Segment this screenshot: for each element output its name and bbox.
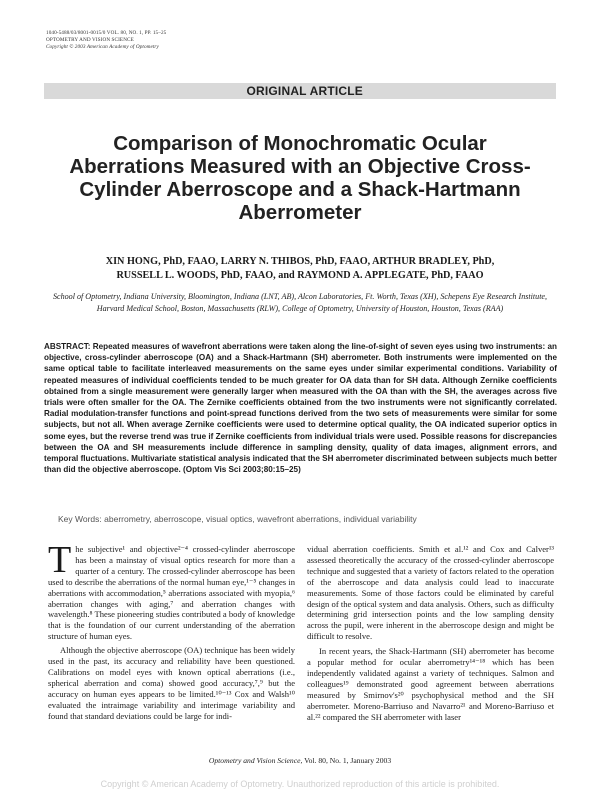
footer-journal: Optometry and Vision Science, bbox=[208, 756, 303, 765]
copyright-notice: Copyright © American Academy of Optometry. Unauthorized reproduction of this article is prohibited. bbox=[100, 779, 500, 789]
article-title: Comparison of Monochromatic Ocular Aberrations Measured with an Objective Cross-Cylinder Aberroscope and a Shack-Hartmann Aberrometer bbox=[69, 132, 531, 224]
paragraph: vidual aberration coefficients. Smith et al.¹² and Cox and Calver¹³ assessed theoretically the accuracy of the crossed-cylinder aberroscope technique and suggested that a variety of factors related to the operation of the aberroscope and data analysis could lead to inaccurate measurements. Some of those factors could be eliminated by careful design of the optical system and data analysis. Others, such as difficulty determining grid intersection points and the low sampling density across the pupil, were inherent in the aberroscope design and might be difficult to resolve. bbox=[307, 544, 554, 642]
journal-copyright: Copyright © 2003 American Academy of Optometry bbox=[46, 44, 159, 51]
drop-cap: T bbox=[48, 539, 72, 581]
journal-header bbox=[46, 30, 166, 52]
author-affiliations: School of Optometry, Indiana University, Bloomington, Indiana (LNT, AB), Alcon Laboratories, Ft. Worth, Texas (XH), Schepens Eye Research Institute, Harvard Medical School, Boston, Massachusetts (RLW), College of Optometry, University of Houston, Houston, Texas (RAA) bbox=[52, 292, 548, 313]
body-column-left bbox=[48, 539, 295, 722]
author-line-1: XIN HONG, PhD, FAAO, LARRY N. THIBOS, PhD, FAAO, ARTHUR BRADLEY, PhD, bbox=[105, 256, 495, 267]
paragraph: Although the objective aberroscope (OA) technique has been widely used in the past, its accuracy and reliability have been questioned. Calibrations on model eyes with known optical aberrations (i.e., spherical aberration and coma) showed good accuracy,⁷,⁹ but the accuracy on human eyes appears to be limited.¹⁰⁻¹³ Cox and Walsh¹⁰ evaluated the intraimage variability and interimage variability and found that standard deviations could be large for indi- bbox=[48, 645, 295, 721]
journal-ids: 1040-5488/03/8001-0015/0 VOL. 80, NO. 1, PP. 15–25 bbox=[46, 30, 167, 36]
author-list bbox=[44, 255, 556, 283]
paragraph bbox=[48, 539, 295, 642]
paragraph: In recent years, the Shack-Hartmann (SH) aberrometer has become a popular method for ocular aberrometry¹⁴⁻¹⁸ which has been independently validated against a variety of techniques. Salmon and colleagues¹⁹ demonstrated good agreement between aberrations measured by Smirnov's²⁰ psychophysical method and the SH aberrometer. Moreno-Barriuso and Navarro²¹ and Moreno-Barriuso et al.²² compared the SH aberrometer with laser bbox=[307, 646, 554, 722]
section-label: ORIGINAL ARTICLE bbox=[246, 84, 363, 98]
paragraph-text: he subjective¹ and objective²⁻⁴ crossed-cylinder aberroscope has been a mainstay of visual optics research for more than a quarter of a century. The crossed-cylinder aberroscope has been used to describe the aberrations of the normal human eye,¹⁻⁵ changes in aberrations with accommodation,⁵ aberrations associated with myopia,⁶ aberration changes with aging,⁷ and aberration changes with wavelength.⁸ These pioneering studies contributed a body of knowledge that is the foundation of our current understanding of the aberration structure of human eyes. bbox=[48, 544, 295, 642]
journal-name: OPTOMETRY AND VISION SCIENCE bbox=[46, 37, 134, 44]
page-footer bbox=[0, 756, 600, 766]
section-banner bbox=[44, 83, 556, 99]
body-column-right bbox=[307, 544, 554, 723]
keywords-label: Key Words: bbox=[58, 514, 102, 524]
keywords-text: aberrometry, aberroscope, visual optics, wavefront aberrations, individual variability bbox=[104, 514, 417, 524]
author-line-2: RUSSELL L. WOODS, PhD, FAAO, and RAYMOND A. APPLEGATE, PhD, FAAO bbox=[116, 270, 484, 281]
footer-issue: Vol. 80, No. 1, January 2003 bbox=[304, 756, 392, 765]
abstract: ABSTRACT: Repeated measures of wavefront aberrations were taken along the line-of-sight of seven eyes using two instruments: an objective, cross-cylinder aberroscope (OA) and a Shack-Hartmann (SH) aberrometer. Both instruments were implemented on the same optical table to facilitate interleaved measurements on the same eyes under similar experimental conditions. Variability of repeated measures of individual coefficients tended to be much greater for OA data than for SH data. Although Zernike coefficients obtained from a single measurement were generally larger when measured with the OA than with the SH, the averages across five trials were often smaller for the OA. The Zernike coefficients obtained from the two instruments were not significantly correlated. Radial modulation-transfer functions and point-spread functions derived from the two sets of measurements were similar for some subjects, but not all. When average Zernike coefficients were used to determine optical quality, the OA indicated superior optics in some eyes, but the reverse trend was true if Zernike coefficients from individual trials were used. Possible reasons for discrepancies between the OA and SH measurements include difference in sampling density, quality of data images, alignment errors, and temporal fluctuations. Multivariate statistical analysis indicated that the SH aberrometer discriminated between subjects much better than did the objective aberroscope. (Optom Vis Sci 2003;80:15–25) bbox=[44, 342, 557, 475]
keywords bbox=[58, 513, 417, 525]
